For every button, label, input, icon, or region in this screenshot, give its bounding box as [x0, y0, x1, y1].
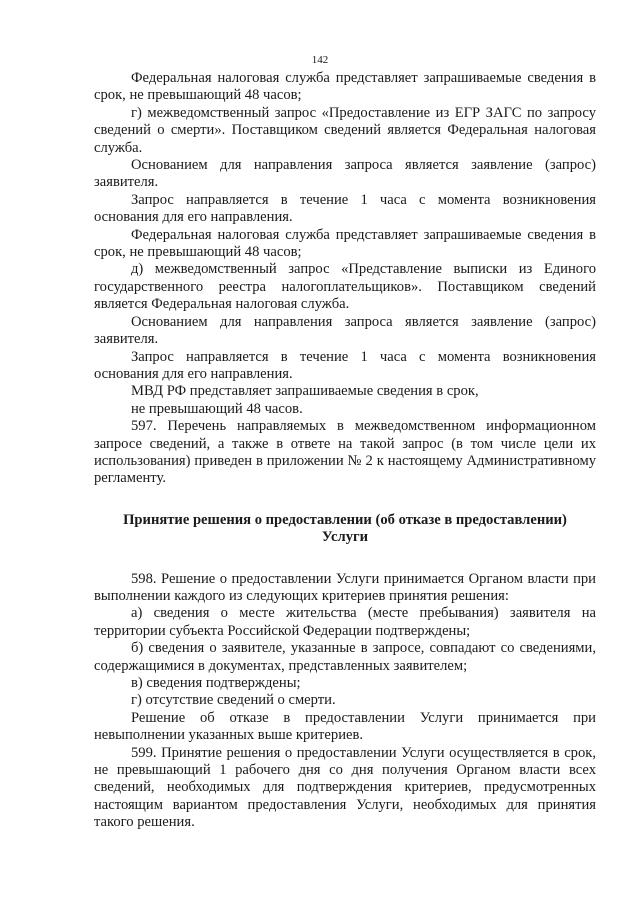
paragraph: а) сведения о месте жительства (месте пребывания) заявителя на территории субъекта Российской Федерации подтверждены; [94, 605, 596, 639]
paragraph: г) межведомственный запрос «Предоставление из ЕГР ЗАГС по запросу сведений о смерти». Поставщиком сведений является Федеральная налоговая служба. [94, 104, 596, 156]
paragraph: 598. Решение о предоставлении Услуги принимается Органом власти при выполнении каждого из следующих критериев принятия решения: [94, 570, 596, 604]
paragraph: Основанием для направления запроса является заявление (запрос) заявителя. [94, 157, 596, 191]
paragraph: д) межведомственный запрос «Представление выписки из Единого государственного реестра налогоплательщиков». Поставщиком сведений является Федеральная налоговая служба. [94, 261, 596, 313]
paragraph: Федеральная налоговая служба представляет запрашиваемые сведения в срок, не превышающий 48 часов; [94, 226, 596, 261]
paragraph: Запрос направляется в течение 1 часа с момента возникновения основания для его направления. [94, 348, 596, 382]
paragraph: Решение об отказе в предоставлении Услуги принимается при невыполнении указанных выше критериев. [94, 709, 596, 744]
paragraph: Федеральная налоговая служба представляет запрашиваемые сведения в срок, не превышающий 48 часов; [94, 70, 596, 104]
section-heading [94, 512, 596, 547]
paragraph: в) сведения подтверждены; [131, 675, 301, 691]
paragraph: Запрос направляется в течение 1 часа с момента возникновения основания для его направления. [94, 191, 596, 226]
section-heading-line: Принятие решения о предоставлении (об отказе в предоставлении) [123, 511, 567, 528]
page-number: 142 [311, 54, 329, 66]
paragraph: 597. Перечень направляемых в межведомственном информационном запросе сведений, а также в ответе на такой запрос (в том числе цели их использования) приведен в приложении № 2 к настоящему Административному регламенту. [94, 418, 596, 487]
section-heading-line: Услуги [321, 529, 369, 546]
document-body [94, 70, 596, 832]
paragraph: 599. Принятие решения о предоставлении Услуги осуществляется в срок, не превышающий 1 рабочего дня со дня получения Органом власти всех сведений, необходимых для подтверждения критериев, предусмотренных настоящим вариантом предоставления Услуги, необходимых для принятия такого решения. [94, 744, 596, 831]
paragraph: не превышающий 48 часов. [131, 400, 303, 417]
paragraph: Основанием для направления запроса является заявление (запрос) заявителя. [94, 313, 596, 348]
paragraph: б) сведения о заявителе, указанные в запросе, совпадают со сведениями, содержащимися в документах, представленных заявителем; [94, 640, 596, 674]
paragraph: г) отсутствие сведений о смерти. [131, 692, 336, 709]
paragraph: МВД РФ представляет запрашиваемые сведения в срок, [131, 383, 479, 400]
